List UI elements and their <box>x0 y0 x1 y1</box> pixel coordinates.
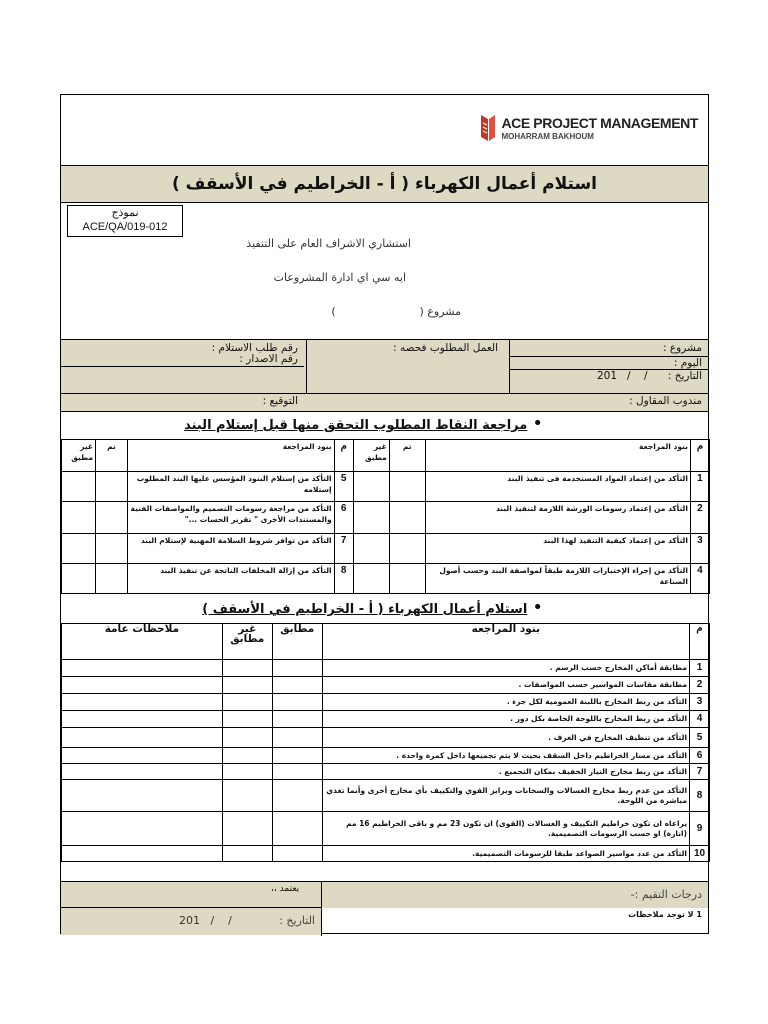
item-notes-cell[interactable] <box>62 764 223 780</box>
form-code-box <box>67 205 183 237</box>
ace-logo-icon <box>479 113 497 143</box>
project-line: مشروع ( ) <box>331 305 461 318</box>
item-notes-cell[interactable] <box>62 780 223 812</box>
review-head-m: م <box>690 440 709 472</box>
section1-title: مراجعة النقاط المطلوب التحقق منها قبل إستلام البند <box>184 418 528 433</box>
item-notes-cell[interactable] <box>62 846 223 862</box>
grade-label: درجات التقيم :- <box>630 888 702 901</box>
item-text: يراعاه ان تكون خراطيم التكييف و الغسالات (القوى) ان تكون 23 مم و باقى الخراطيم 16 مم (انارة) او حسب الرسومات التصميمية. <box>322 812 689 846</box>
item-match-cell[interactable] <box>272 764 322 780</box>
review-not-cell[interactable] <box>62 502 96 534</box>
item-text: التأكد من مسار الخراطيم داخل السقف بحيث لا يتم تجميعها داخل كمرة واحدة . <box>322 748 689 764</box>
bullet-icon: • <box>532 413 543 434</box>
items-head-item: بنود المراجعه <box>322 624 689 660</box>
signature-label: التوقيع : <box>262 395 298 407</box>
review-done-cell[interactable] <box>389 564 425 594</box>
item-notes-cell[interactable] <box>62 748 223 764</box>
review-head-not2: غير مطبق <box>62 440 96 472</box>
item-notmatch-cell[interactable] <box>222 660 272 677</box>
review-head-item: بنود المراجعة <box>425 440 690 472</box>
item-num: 6 <box>690 748 710 764</box>
item-text: التأكد من ربط المخارج باللبنة العمومية لكل جزء . <box>322 694 689 711</box>
form-code: ACE/QA/019-012 <box>82 221 168 233</box>
footer-date-label: التاريخ : <box>279 914 315 927</box>
review-item: التأكد من إعتماد كيفية التنفيذ لهذا البند <box>425 534 690 564</box>
item-num: 3 <box>690 694 710 711</box>
review-num: 2 <box>690 502 709 534</box>
logo-subname: MOHARRAM BAKHOUM <box>501 131 594 141</box>
item-match-cell[interactable] <box>272 677 322 694</box>
review-item: التأكد من إعتماد المواد المستخدمة فى تنفيذ البند <box>425 472 690 502</box>
review-done-cell[interactable] <box>389 502 425 534</box>
item-notmatch-cell[interactable] <box>222 780 272 812</box>
review-not-cell[interactable] <box>353 472 389 502</box>
items-table <box>61 623 710 862</box>
review-head-m2: م <box>334 440 353 472</box>
review-head-not: غير مطبق <box>353 440 389 472</box>
issue-no-label: رقم الاصدار : <box>239 353 298 365</box>
request-no-label: رقم طلب الاستلام : <box>211 342 298 354</box>
item-match-cell[interactable] <box>272 694 322 711</box>
review-item: التأكد من توافر شروط السلامة المهنية لإستلام البند <box>127 534 334 564</box>
review-done-cell[interactable] <box>389 534 425 564</box>
review-done-cell[interactable] <box>389 472 425 502</box>
review-num: 7 <box>334 534 353 564</box>
item-notmatch-cell[interactable] <box>222 764 272 780</box>
review-item: التأكد من مراجعة رسومات التصميم والمواصفات الفنية والمستندات الأخرى " تقرير الحسات ..." <box>127 502 334 534</box>
items-head-notes: ملاحظات عامة <box>62 624 223 660</box>
items-head-notmatch: غير مطابق <box>222 624 272 660</box>
day-label: اليوم : <box>673 357 702 369</box>
review-table <box>61 439 710 594</box>
review-head-item2: بنود المراجعة <box>127 440 334 472</box>
item-text: التأكد من تنظيف المخارج في الغرف . <box>322 728 689 748</box>
item-match-cell[interactable] <box>272 660 322 677</box>
item-match-cell[interactable] <box>272 711 322 728</box>
footer-grade-band <box>61 881 708 908</box>
item-notes-cell[interactable] <box>62 711 223 728</box>
form-title: استلام أعمال الكهرباء ( أ - الخراطيم في الأسقف ) <box>61 165 708 203</box>
review-num: 4 <box>690 564 709 594</box>
info-block <box>61 339 708 411</box>
date-value: 201 / / <box>597 370 648 382</box>
review-not-cell[interactable] <box>62 472 96 502</box>
item-notmatch-cell[interactable] <box>222 711 272 728</box>
review-num: 1 <box>690 472 709 502</box>
item-text: مطابقة مقاسات المواسير حسب المواصفات . <box>322 677 689 694</box>
item-num: 9 <box>690 812 710 846</box>
review-not-cell[interactable] <box>353 564 389 594</box>
review-num: 3 <box>690 534 709 564</box>
section2-heading <box>202 597 543 618</box>
review-not-cell[interactable] <box>62 534 96 564</box>
review-item: التأكد من إزالة المخلفات الناتجة عن تنفيذ البند <box>127 564 334 594</box>
item-match-cell[interactable] <box>272 728 322 748</box>
bullet-icon: • <box>532 597 543 618</box>
logo-name: ACE PROJECT MANAGEMENT <box>501 114 698 131</box>
consultant-line: استشاري الاشراف العام على التنفيذ <box>246 237 411 250</box>
review-item: التأكد من إجراء الإختبارات اللازمة طبقاً لمواصفة البند وحسب أصول الصناعة <box>425 564 690 594</box>
section1-heading <box>184 413 543 434</box>
review-not-cell[interactable] <box>353 502 389 534</box>
footer-date-value: 201 / / <box>179 914 232 927</box>
item-text: التأكد من عدم ربط مخارج الغسالات والسخانات وبرايز القوي والتكييف بأي مخارج أخرى وأنما تغذي مباشرة من اللوحة. <box>322 780 689 812</box>
review-item: التأكد من إستلام البنود المؤسس عليها البند المطلوب إستلامه <box>127 472 334 502</box>
project-label: مشروع : <box>663 342 702 354</box>
review-num: 8 <box>334 564 353 594</box>
item-num: 7 <box>690 764 710 780</box>
item-num: 8 <box>690 780 710 812</box>
item-notmatch-cell[interactable] <box>222 846 272 862</box>
review-num: 5 <box>334 472 353 502</box>
review-done-cell[interactable] <box>96 564 128 594</box>
item-match-cell[interactable] <box>272 780 322 812</box>
items-head-m: م <box>690 624 710 660</box>
review-not-cell[interactable] <box>62 564 96 594</box>
item-notmatch-cell[interactable] <box>222 748 272 764</box>
item-match-cell[interactable] <box>272 846 322 862</box>
item-num: 1 <box>690 660 710 677</box>
item-notmatch-cell[interactable] <box>222 728 272 748</box>
item-text: التأكد من عدد مواسير الصواعد طبقا للرسومات التصميمية. <box>322 846 689 862</box>
review-head-done: تم <box>389 440 425 472</box>
item-notes-cell[interactable] <box>62 694 223 711</box>
item-notmatch-cell[interactable] <box>222 677 272 694</box>
item-notes-cell[interactable] <box>62 660 223 677</box>
item-text: التأكد من ربط المخارج باللوحة الخاصة بكل دور . <box>322 711 689 728</box>
item-text: مطابقة أماكن المخارج حسب الرسم . <box>322 660 689 677</box>
company-logo <box>479 113 698 143</box>
approve-label: يعتمد ،، <box>271 884 300 894</box>
items-head-match: مطابق <box>272 624 322 660</box>
work-label: العمل المطلوب فحصه : <box>393 342 498 354</box>
item-notmatch-cell[interactable] <box>222 694 272 711</box>
item-match-cell[interactable] <box>272 748 322 764</box>
date-label: التاريخ : <box>667 370 702 382</box>
footer-note: 1 لا توجد ملاحظات <box>628 910 702 919</box>
item-notes-cell[interactable] <box>62 728 223 748</box>
item-notes-cell[interactable] <box>62 812 223 846</box>
form-code-label: نموذج <box>111 207 139 219</box>
item-notmatch-cell[interactable] <box>222 812 272 846</box>
review-num: 6 <box>334 502 353 534</box>
review-item: التأكد من إعتماد رسومات الورشة اللازمة لتنفيذ البند <box>425 502 690 534</box>
contractor-rep-label: مندوب المقاول : <box>629 395 702 407</box>
inspection-form <box>60 94 709 934</box>
item-text: التأكد من ربط مخارج التيار الخفيف بمكان التجميع . <box>322 764 689 780</box>
review-done-cell[interactable] <box>96 472 128 502</box>
footer-date-band <box>61 907 321 935</box>
review-done-cell[interactable] <box>96 502 128 534</box>
item-num: 4 <box>690 711 710 728</box>
review-done-cell[interactable] <box>96 534 128 564</box>
item-num: 5 <box>690 728 710 748</box>
item-num: 10 <box>690 846 710 862</box>
section2-title: استلام أعمال الكهرباء ( أ - الخراطيم في الأسقف ) <box>202 602 528 617</box>
item-match-cell[interactable] <box>272 812 322 846</box>
management-line: ايه سي اي ادارة المشروعات <box>273 271 406 284</box>
item-num: 2 <box>690 677 710 694</box>
review-not-cell[interactable] <box>353 534 389 564</box>
review-head-done2: تم <box>96 440 128 472</box>
item-notes-cell[interactable] <box>62 677 223 694</box>
